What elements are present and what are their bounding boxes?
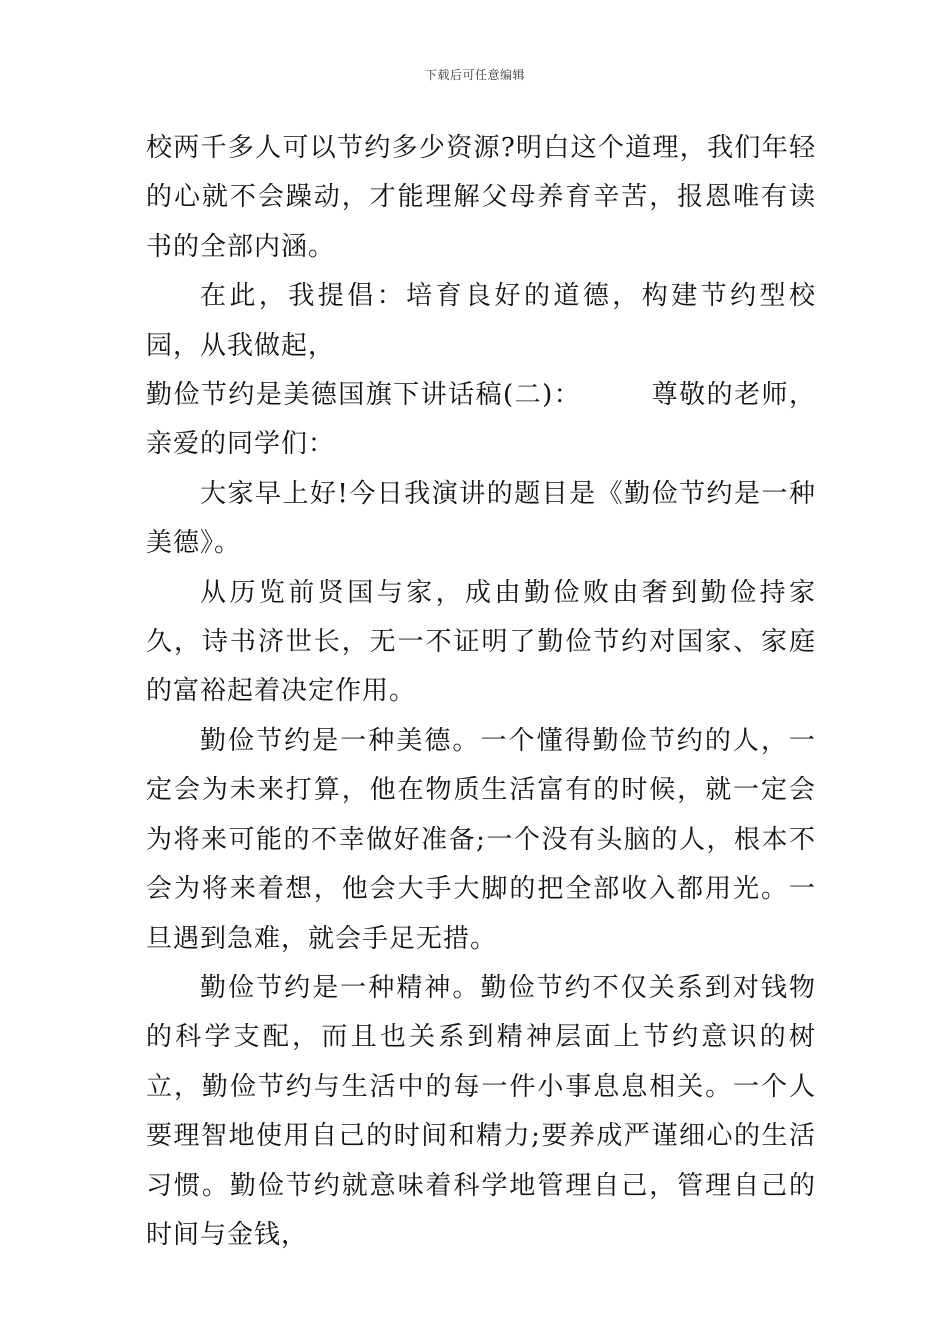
- paragraph-3: 大家早上好!今日我演讲的题目是《勤俭节约是一种美德》。: [146, 478, 816, 559]
- speech-title-line: [146, 371, 816, 470]
- paragraph-6: 勤俭节约是一种精神。勤俭节约不仅关系到对钱物的科学支配，而且也关系到精神层面上节约意识的树立，勤俭节约与生活中的每一件小事息息相关。一个人要理智地使用自己的时间和精力;要养成严谨细心的生活习惯。勤俭节约就意味着科学地管理自己，管理自己的时间与金钱，: [146, 972, 816, 1250]
- paragraph-2: 在此，我提倡：培育良好的道德，构建节约型校园，从我做起，: [146, 281, 816, 361]
- page-header: 下载后可任意编辑: [424, 68, 525, 82]
- paragraph-4: 从历览前贤国与家，成由勤俭败由奢到勤俭持家久，诗书济世长，无一不证明了勤俭节约对国家、家庭的富裕起着决定作用。: [146, 577, 816, 707]
- salutation: 尊敬的老师，亲爱的同学们：: [146, 380, 816, 460]
- speech-title: 勤俭节约是美德国旗下讲话稿(二)：: [146, 380, 582, 411]
- paragraph-1: 校两千多人可以节约多少资源?明白这个道理，我们年轻的心就不会躁动，才能理解父母养育辛苦，报恩唯有读书的全部内涵。: [146, 133, 816, 262]
- document-body: [146, 124, 816, 1260]
- paragraph-5: 勤俭节约是一种美德。一个懂得勤俭节约的人，一定会为未来打算，他在物质生活富有的时候，就一定会为将来可能的不幸做好准备;一个没有头脑的人，根本不会为将来着想，他会大手大脚的把全部收入都用光。一旦遇到急难，就会手足无措。: [146, 725, 816, 954]
